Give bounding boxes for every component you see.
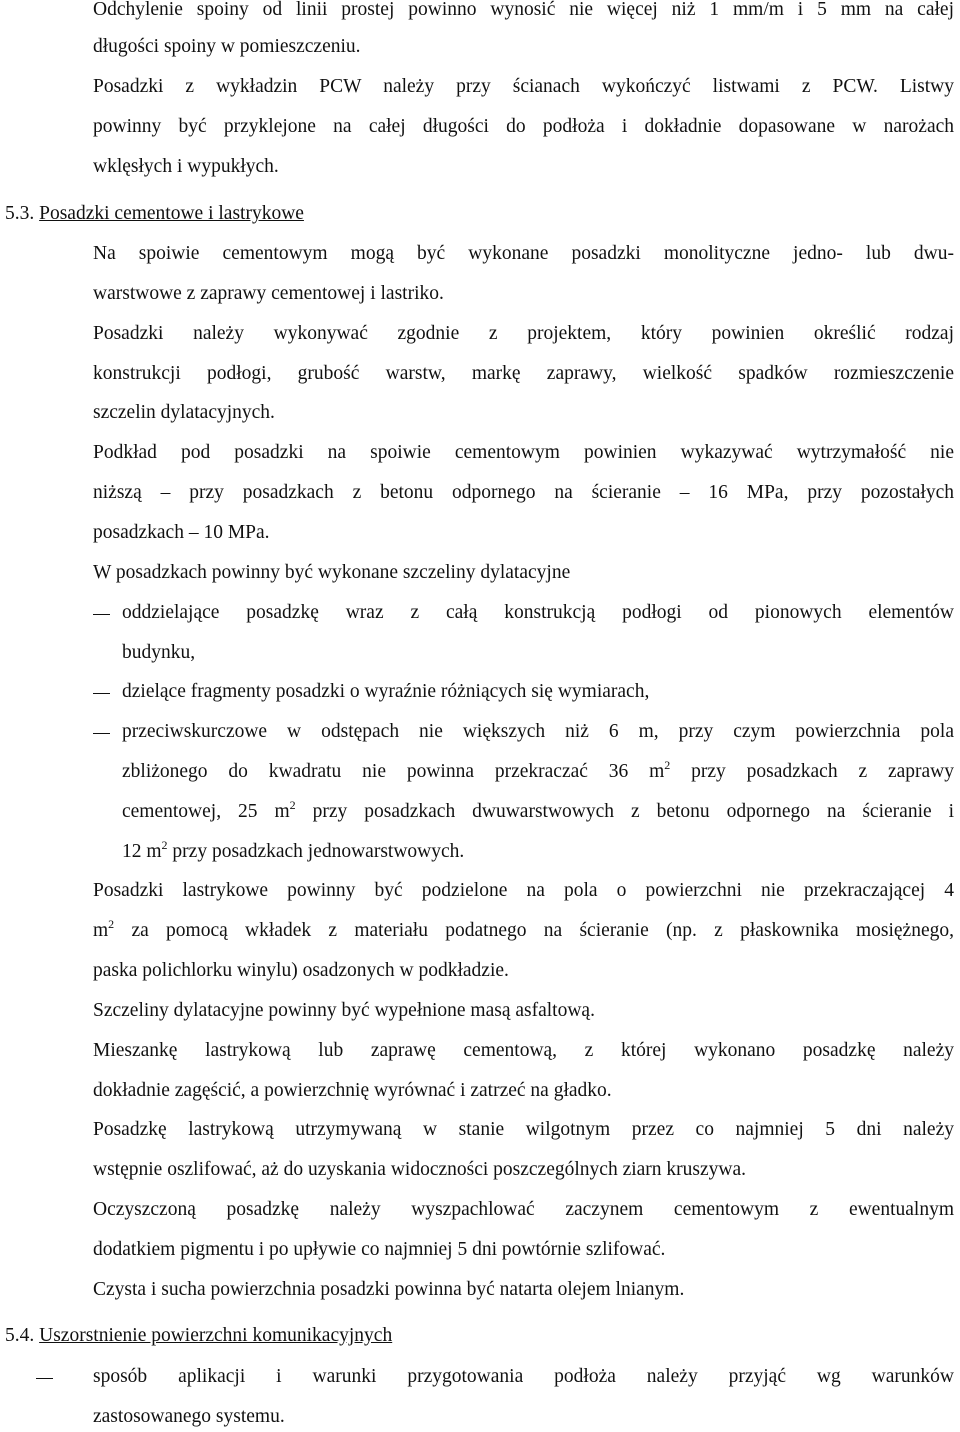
dash-bullet-icon (93, 614, 110, 615)
paragraph-line: powinny być przyklejone na całej długości do podłoża i dokładnie dopasowane w narożach (93, 116, 954, 137)
paragraph-line: posadzkach – 10 MPa. (93, 522, 270, 543)
list-item-line: zastosowanego systemu. (93, 1406, 285, 1427)
list-item-line: 12 $m^2$ przy posadzkach jednowarstwowych. (122, 838, 465, 862)
list-item-line: cementowej, 25 $m^2$ przy posadzkach dwuwarstwowych z betonu odpornego na ścieranie i (122, 798, 955, 822)
list-item-line: dzielące fragmenty posadzki o wyraźnie różniących się wymiarach, (122, 681, 650, 702)
list-item-line: zbliżonego do kwadratu nie powinna przekraczać 36 $m^2$ przy posadzkach z zaprawy (122, 758, 954, 782)
paragraph-line: Czysta i sucha powierzchnia posadzki powinna być natarta olejem lnianym. (93, 1279, 685, 1300)
paragraph-line: Oczyszczoną posadzkę należy wyszpachlować zaczynem cementowym z ewentualnym (93, 1199, 954, 1220)
paragraph-line: Posadzki lastrykowe powinny być podzielone na pola o powierzchni nie przekraczającej 4 (93, 880, 954, 901)
paragraph-line: Szczeliny dylatacyjne powinny być wypełnione masą asfaltową. (93, 1000, 595, 1021)
paragraph-line: Odchylenie spoiny od linii prostej powinno wynosić nie więcej niż 1 mm/m i 5 mm na całej (93, 0, 954, 20)
paragraph-line: warstwowe z zaprawy cementowej i lastriko. (93, 283, 444, 304)
section-heading-5-3 (5, 202, 304, 226)
dash-bullet-icon (93, 693, 110, 694)
paragraph-line: konstrukcji podłogi, grubość warstw, markę zaprawy, wielkość spadków rozmieszczenie (93, 363, 954, 384)
section-heading-5-4 (5, 1324, 392, 1348)
list-item-line: przeciwskurczowe w odstępach nie większych niż 6 m, przy czym powierzchnia pola (122, 721, 954, 742)
paragraph-line: wklęsłych i wypukłych. (93, 156, 279, 177)
section-title: Uszorstnienie powierzchni komunikacyjnych (39, 1325, 393, 1346)
paragraph-line: paska polichlorku winylu) osadzonych w podkładzie. (93, 960, 509, 981)
paragraph-line: wstępnie oszlifować, aż do uzyskania widoczności poszczególnych ziarn kruszywa. (93, 1159, 747, 1180)
section-title: Posadzki cementowe i lastrykowe (39, 203, 304, 224)
section-number: 5.4. (5, 1325, 35, 1346)
paragraph-line: Mieszankę lastrykową lub zaprawę cementową, z której wykonano posadzkę należy (93, 1040, 954, 1061)
paragraph-line: Posadzki należy wykonywać zgodnie z projektem, który powinien określić rodzaj (93, 323, 954, 344)
dash-bullet-icon (93, 733, 110, 734)
paragraph-line: Na spoiwie cementowym mogą być wykonane posadzki monolityczne jedno- lub dwu- (93, 243, 954, 264)
section-number: 5.3. (5, 203, 35, 224)
list-item-line: sposób aplikacji i warunki przygotowania podłoża należy przyjąć wg warunków (93, 1366, 954, 1387)
list-item-line: budynku, (122, 642, 196, 663)
paragraph-line: dodatkiem pigmentu i po upływie co najmniej 5 dni powtórnie szlifować. (93, 1239, 666, 1260)
paragraph-line: $m^2$ za pomocą wkładek z materiału podatnego na ścieranie (np. z płaskownika mosiężnego, (93, 917, 954, 941)
dash-bullet-icon (36, 1378, 53, 1379)
paragraph-line: Posadzki z wykładzin PCW należy przy ścianach wykończyć listwami z PCW. Listwy (93, 76, 954, 97)
paragraph-line: niższą – przy posadzkach z betonu odpornego na ścieranie – 16 MPa, przy pozostałych (93, 482, 954, 503)
paragraph-line: Podkład pod posadzki na spoiwie cementowym powinien wykazywać wytrzymałość nie (93, 442, 954, 463)
paragraph-line: dokładnie zagęścić, a powierzchnię wyrównać i zatrzeć na gładko. (93, 1080, 612, 1101)
paragraph-line: Posadzkę lastrykową utrzymywaną w stanie wilgotnym przez co najmniej 5 dni należy (93, 1119, 954, 1140)
paragraph-line: W posadzkach powinny być wykonane szczeliny dylatacyjne (93, 562, 571, 583)
paragraph-line: długości spoiny w pomieszczeniu. (93, 36, 361, 57)
paragraph-line: szczelin dylatacyjnych. (93, 402, 275, 423)
list-item-line: oddzielające posadzkę wraz z całą konstrukcją podłogi od pionowych elementów (122, 602, 954, 623)
